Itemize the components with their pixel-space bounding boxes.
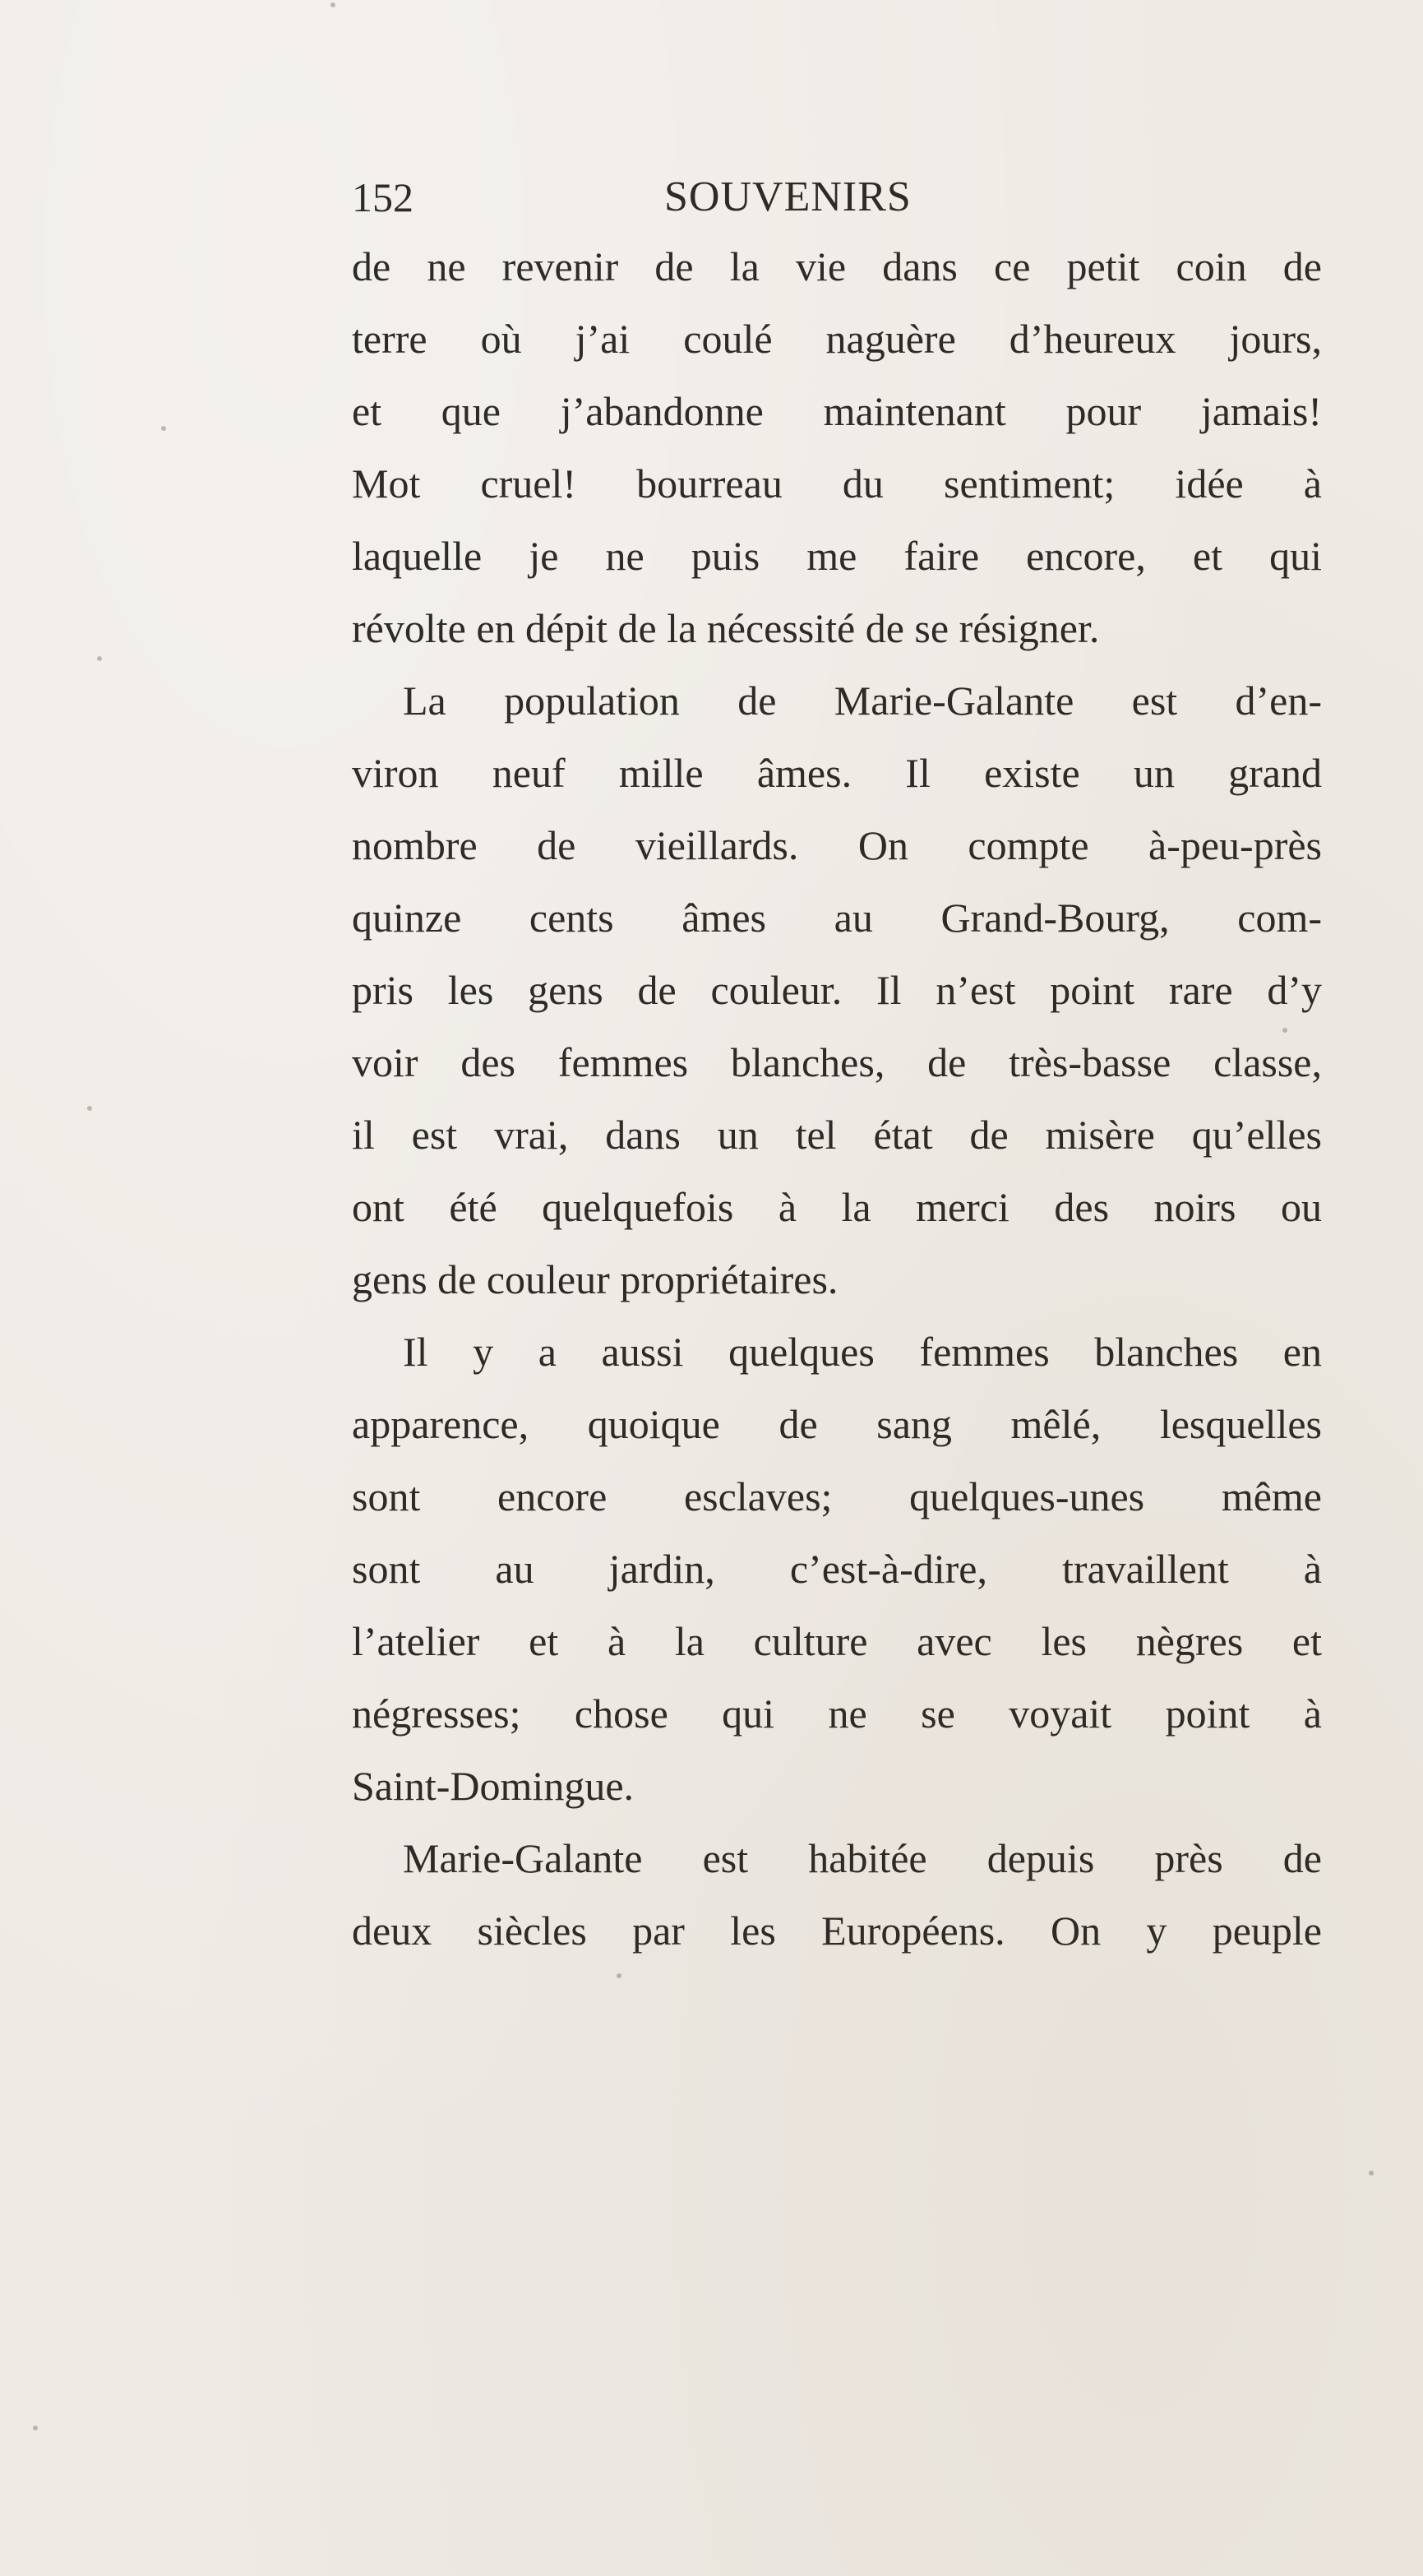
text-line: nombre de vieillards. On compte à-peu-près bbox=[352, 822, 1322, 868]
text-line: Mot cruel! bourreau du sentiment; idée à bbox=[352, 460, 1322, 506]
text-line: révolte en dépit de la nécessité de se résigner. bbox=[352, 605, 1100, 651]
paper-speck bbox=[617, 1973, 621, 1978]
text-line: quinze cents âmes au Grand-Bourg, com- bbox=[352, 895, 1322, 941]
text-line: sont au jardin, c’est-à-dire, travaillent à bbox=[352, 1546, 1322, 1592]
text-line: gens de couleur propriétaires. bbox=[352, 1256, 839, 1302]
text-line: ont été quelquefois à la merci des noirs ou bbox=[352, 1184, 1322, 1230]
text-line: négresses; chose qui ne se voyait point à bbox=[352, 1690, 1322, 1737]
text-line: de ne revenir de la vie dans ce petit coin de bbox=[352, 243, 1322, 289]
text-line: Saint-Domingue. bbox=[352, 1763, 635, 1809]
paper-speck bbox=[1369, 2171, 1374, 2176]
page-header bbox=[352, 169, 1322, 226]
text-line: sont encore esclaves; quelques-unes même bbox=[352, 1473, 1322, 1519]
text-line: l’atelier et à la culture avec les nègres et bbox=[352, 1618, 1322, 1664]
text-line: apparence, quoique de sang mêlé, lesquelles bbox=[352, 1401, 1322, 1447]
text-line: viron neuf mille âmes. Il existe un grand bbox=[352, 750, 1322, 796]
body-text bbox=[352, 230, 1322, 1967]
text-line: et que j’abandonne maintenant pour jamais! bbox=[352, 388, 1322, 434]
paper-speck bbox=[330, 2, 335, 7]
paragraph-start-line: Marie-Galante est habitée depuis près de bbox=[403, 1835, 1322, 1881]
paper-speck bbox=[161, 426, 166, 431]
page-number: 152 bbox=[352, 174, 414, 220]
text-line: terre où j’ai coulé naguère d’heureux jours, bbox=[352, 316, 1322, 362]
text-line: laquelle je ne puis me faire encore, et qui bbox=[352, 533, 1322, 579]
paragraph-start-line: Il y a aussi quelques femmes blanches en bbox=[403, 1329, 1322, 1375]
text-line: deux siècles par les Européens. On y peuple bbox=[352, 1908, 1322, 1954]
paper-speck bbox=[33, 2426, 38, 2430]
text-line: voir des femmes blanches, de très-basse classe, bbox=[352, 1039, 1322, 1085]
paper-speck bbox=[97, 656, 102, 661]
paper-speck bbox=[87, 1106, 92, 1111]
text-line: pris les gens de couleur. Il n’est point rare d’y bbox=[352, 967, 1322, 1013]
paragraph-start-line: La population de Marie-Galante est d’en- bbox=[403, 678, 1322, 724]
running-title: SOUVENIRS bbox=[664, 173, 912, 220]
text-line: il est vrai, dans un tel état de misère qu’elles bbox=[352, 1112, 1322, 1158]
